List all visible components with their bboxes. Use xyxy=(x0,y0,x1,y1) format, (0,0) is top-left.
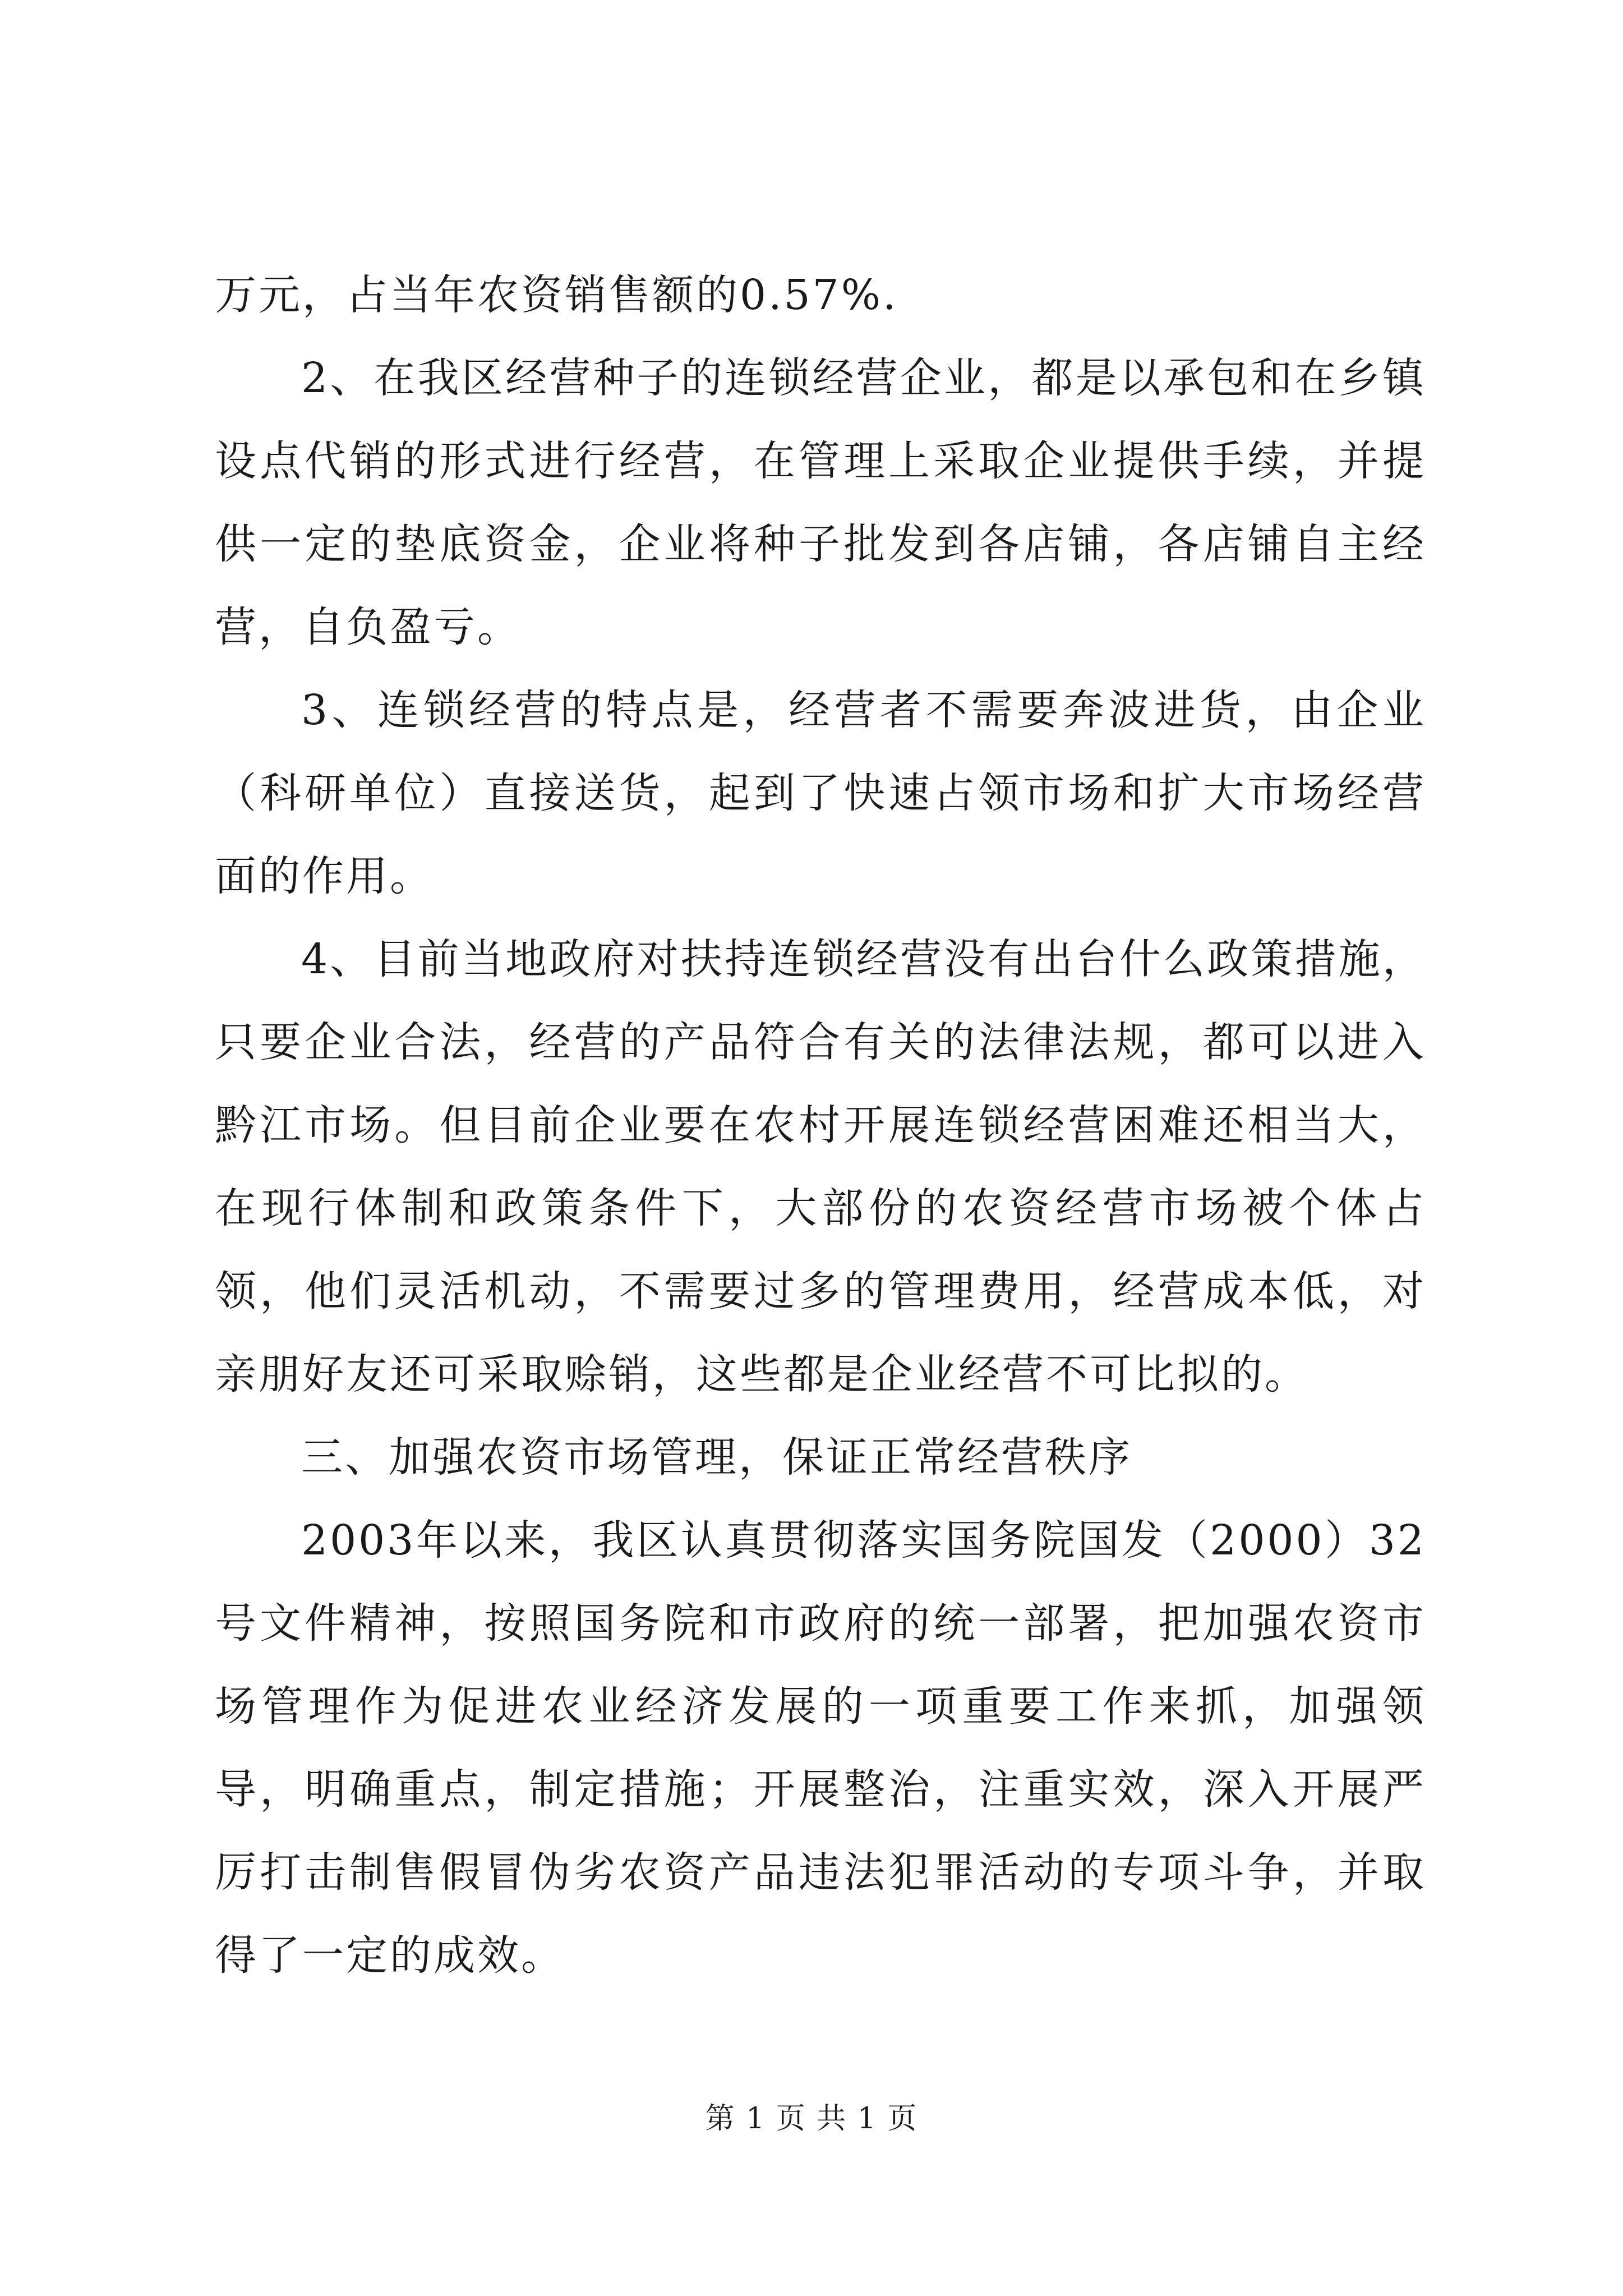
page-footer: 第 1 页 共 1 页 xyxy=(705,2102,918,2136)
paragraph-item-4: 4、目前当地政府对扶持连锁经营没有出台什么政策措施，只要企业合法，经营的产品符合有关的法律法规，都可以进入黔江市场。但目前企业要在农村开展连锁经营困难还相当大，在现行体制和政策条件下，大部份的农资经营市场被个体占领，他们灵活机动，不需要过多的管理费用，经营成本低，对亲朋好友还可采取赊销，这些都是企业经营不可比拟的。 xyxy=(215,935,1426,1398)
paragraph-item-3: 3、连锁经营的特点是，经营者不需要奔波进货，由企业（科研单位）直接送货，起到了快速占领市场和扩大市场经营面的作用。 xyxy=(215,686,1426,900)
paragraph-continuation: 万元，占当年农资销售额的0.57%. xyxy=(215,271,898,319)
paragraph-section-body: 2003年以来，我区认真贯彻落实国务院国发（2000）32号文件精神，按照国务院和市政府的统一部署，把加强农资市场管理作为促进农业经济发展的一项重要工作来抓，加强领导，明确重点，制定措施；开展整治，注重实效，深入开展严厉打击制售假冒伪劣农资产品违法犯罪活动的专项斗争，并取得了一定的成效。 xyxy=(215,1516,1426,1980)
section-heading: 三、加强农资市场管理，保证正常经营秩序 xyxy=(301,1433,1132,1481)
document-body xyxy=(215,254,1426,1997)
paragraph-item-2: 2、在我区经营种子的连锁经营企业，都是以承包和在乡镇设点代销的形式进行经营，在管理上采取企业提供手续，并提供一定的垫底资金，企业将种子批发到各店铺，各店铺自主经营，自负盈亏。 xyxy=(215,354,1426,651)
